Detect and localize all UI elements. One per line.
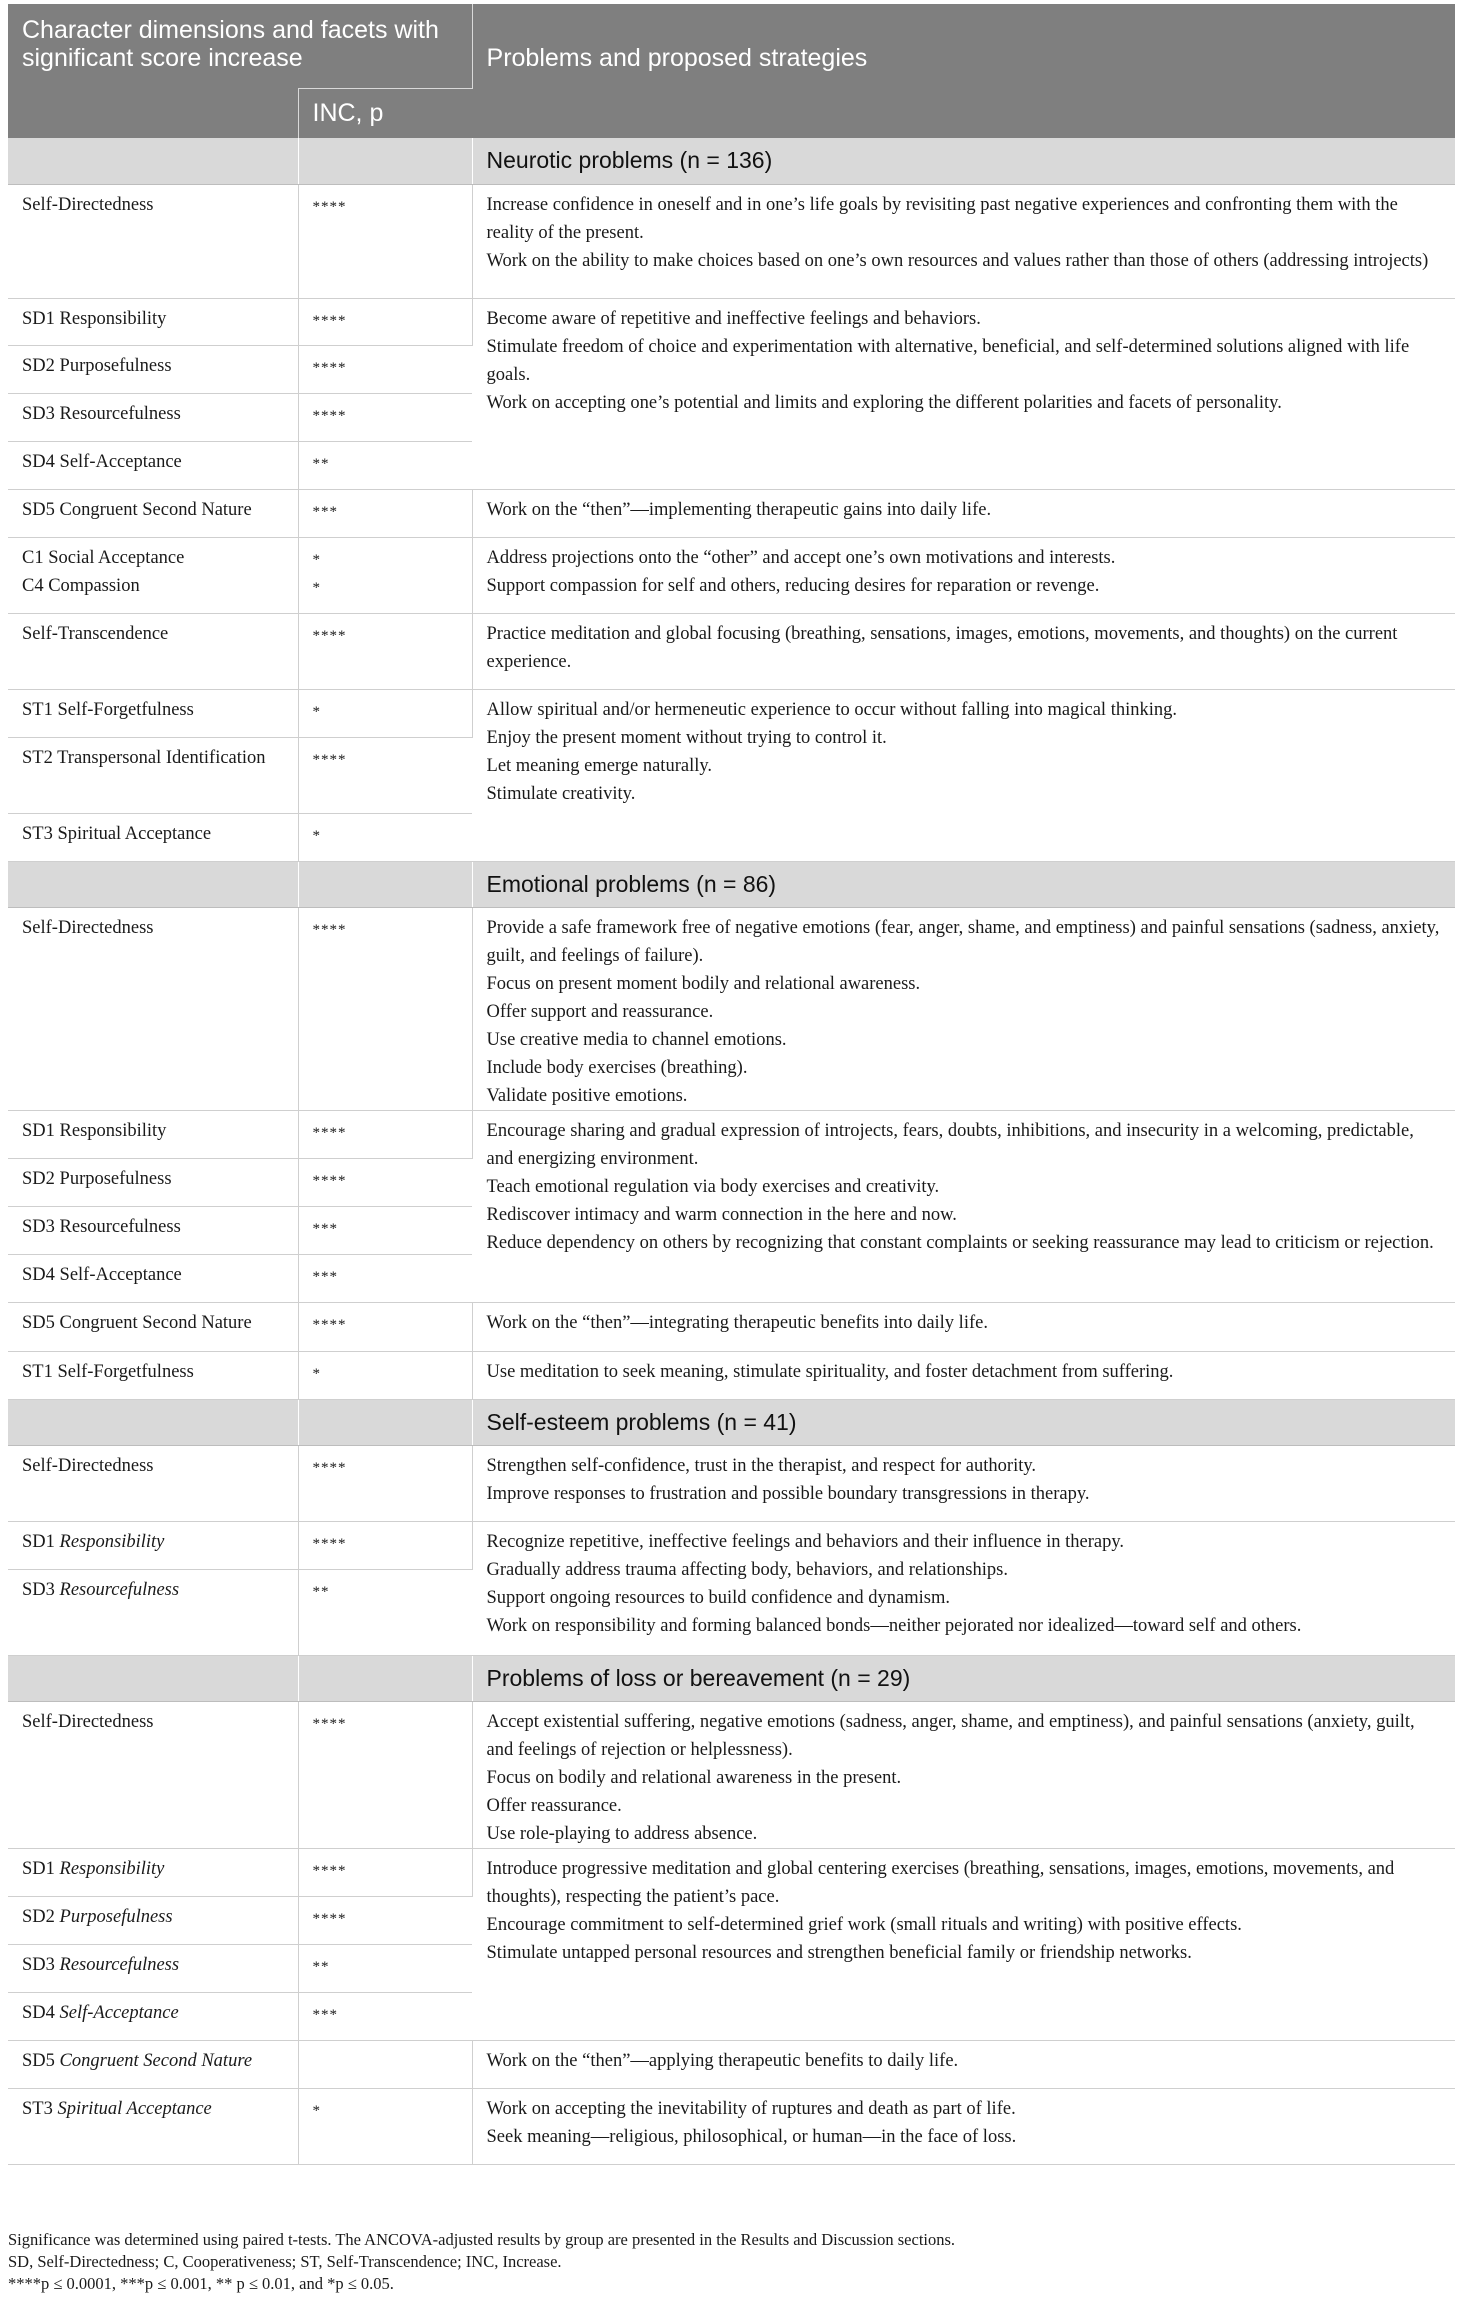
significance-stars: **** xyxy=(298,613,472,689)
header-character-dimensions: Character dimensions and facets with significant score increase xyxy=(8,4,472,88)
significance-stars: **** xyxy=(298,184,472,298)
significance-stars: **** xyxy=(298,1701,472,1848)
section-header-loss-bereavement xyxy=(8,1655,1455,1701)
dimension-label: Self-Directedness xyxy=(8,184,298,298)
dimension-label: SD5 Congruent Second Nature xyxy=(8,2040,298,2088)
significance-stars: **** xyxy=(298,298,472,345)
significance-stars: **** xyxy=(298,1896,472,1944)
section-title: Emotional problems (n = 86) xyxy=(472,861,1455,907)
table-row xyxy=(8,1848,1455,1896)
strategy-text: Use meditation to seek meaning, stimulate spirituality, and foster detachment from suffering. xyxy=(472,1351,1455,1399)
strategy-text: Work on the “then”—integrating therapeutic benefits into daily life. xyxy=(472,1302,1455,1351)
dimension-label: Self-Transcendence xyxy=(8,613,298,689)
section-title: Neurotic problems (n = 136) xyxy=(472,138,1455,184)
section-title: Problems of loss or bereavement (n = 29) xyxy=(472,1655,1455,1701)
dimension-label: SD1 Responsibility xyxy=(8,1848,298,1896)
table-header-row xyxy=(8,4,1455,88)
dimension-label: SD1 Responsibility xyxy=(8,1521,298,1569)
significance-stars: **** xyxy=(298,907,472,1110)
table-footnotes xyxy=(8,2229,955,2295)
significance-stars: **** xyxy=(298,1302,472,1351)
section-header-self-esteem xyxy=(8,1399,1455,1445)
dimension-label: SD4 Self-Acceptance xyxy=(8,1254,298,1302)
dimension-label: SD1 Responsibility xyxy=(8,298,298,345)
table-row xyxy=(8,1110,1455,1158)
header-problems-strategies: Problems and proposed strategies xyxy=(472,4,1455,138)
strategy-text: Work on the “then”—implementing therapeutic gains into daily life. xyxy=(472,489,1455,537)
table-row xyxy=(8,1302,1455,1351)
strategy-text: Accept existential suffering, negative emotions (sadness, anger, shame, and emptiness), and painful sensations (anxiety, guilt, and feelings of rejection or helplessness). Focus on bodily and relational awareness in the present. Offer reassurance. Use role-playing to address absence. xyxy=(472,1701,1455,1848)
strategies-table xyxy=(8,4,1455,2165)
significance-stars: * xyxy=(298,1351,472,1399)
dimension-label: SD2 Purposefulness xyxy=(8,345,298,393)
significance-stars: **** xyxy=(298,1521,472,1569)
table-row xyxy=(8,613,1455,689)
dimension-label: ST3 Spiritual Acceptance xyxy=(8,2088,298,2164)
dimension-label: ST1 Self-Forgetfulness xyxy=(8,689,298,737)
dimension-label: Self-Directedness xyxy=(8,1701,298,1848)
dimension-label: SD3 Resourcefulness xyxy=(8,1569,298,1655)
section-title: Self-esteem problems (n = 41) xyxy=(472,1399,1455,1445)
dimension-label: SD1 Responsibility xyxy=(8,1110,298,1158)
table-row xyxy=(8,1445,1455,1521)
significance-stars: **** xyxy=(298,737,472,813)
significance-stars xyxy=(298,2040,472,2088)
dimension-label: ST2 Transpersonal Identification xyxy=(8,737,298,813)
table-row xyxy=(8,184,1455,298)
section-header-neurotic xyxy=(8,138,1455,184)
dimension-label: ST1 Self-Forgetfulness xyxy=(8,1351,298,1399)
section-header-emotional xyxy=(8,861,1455,907)
significance-stars: *** xyxy=(298,1206,472,1254)
table-row xyxy=(8,1701,1455,1848)
dimension-label: SD4 Self-Acceptance xyxy=(8,441,298,489)
significance-stars: *** xyxy=(298,1254,472,1302)
significance-stars: **** xyxy=(298,1445,472,1521)
dimension-label: SD2 Purposefulness xyxy=(8,1158,298,1206)
significance-stars: **** xyxy=(298,1158,472,1206)
footnote-abbreviations: SD, Self-Directedness; C, Cooperativeness; ST, Self-Transcendence; INC, Increase. xyxy=(8,2252,562,2271)
strategy-text: Allow spiritual and/or hermeneutic experience to occur without falling into magical thinking. Enjoy the present moment without trying to control it. Let meaning emerge naturally. Stimulate creativity. xyxy=(472,689,1455,861)
significance-stars: **** xyxy=(298,1110,472,1158)
table-row xyxy=(8,907,1455,1110)
table-row xyxy=(8,298,1455,345)
table-row xyxy=(8,2040,1455,2088)
footnote-significance: Significance was determined using paired t-tests. The ANCOVA-adjusted results by group are presented in the Results and Discussion sections. xyxy=(8,2230,956,2249)
strategy-text: Introduce progressive meditation and global centering exercises (breathing, sensations, images, emotions, movements, and thoughts), respecting the patient’s pace. Encourage commitment to self-determined grief work (small rituals and writing) with positive effects. Stimulate untapped personal resources and strengthen beneficial family or friendship networks. xyxy=(472,1848,1455,2040)
strategy-text: Increase confidence in oneself and in one’s life goals by revisiting past negative experiences and confronting them with the reality of the present. Work on the ability to make choices based on one’s own resources and values rather than those of others (addressing introjects) xyxy=(472,184,1455,298)
header-inc-p: INC, p xyxy=(298,88,472,138)
dimension-label: SD3 Resourcefulness xyxy=(8,1944,298,1992)
significance-stars: **** xyxy=(298,1848,472,1896)
dimension-label: ST3 Spiritual Acceptance xyxy=(8,813,298,861)
significance-stars: ** xyxy=(298,1569,472,1655)
strategy-text: Practice meditation and global focusing (breathing, sensations, images, emotions, movements, and thoughts) on the current experience. xyxy=(472,613,1455,689)
strategy-text: Recognize repetitive, ineffective feelings and behaviors and their influence in therapy. Gradually address trauma affecting body, behaviors, and relationships. Support ongoing resources to build confidence and dynamism. Work on responsibility and forming balanced bonds—neither pejorated nor idealized—toward self and others. xyxy=(472,1521,1455,1655)
table-row xyxy=(8,1521,1455,1569)
dimension-label: Self-Directedness xyxy=(8,1445,298,1521)
significance-stars: **** xyxy=(298,393,472,441)
strategy-text: Provide a safe framework free of negative emotions (fear, anger, shame, and emptiness) and painful sensations (sadness, anxiety, guilt, and feelings of failure). Focus on present moment bodily and relational awareness. Offer support and reassurance. Use creative media to channel emotions. Include body exercises (breathing). Validate positive emotions. xyxy=(472,907,1455,1110)
table-row xyxy=(8,2088,1455,2164)
significance-stars: **** xyxy=(298,345,472,393)
dimension-label: SD3 Resourcefulness xyxy=(8,393,298,441)
dimension-label: SD5 Congruent Second Nature xyxy=(8,1302,298,1351)
significance-stars: * xyxy=(298,689,472,737)
significance-stars: *** xyxy=(298,489,472,537)
strategy-text: Encourage sharing and gradual expression of introjects, fears, doubts, inhibitions, and insecurity in a welcoming, predictable, and energizing environment. Teach emotional regulation via body exercises and creativity. Rediscover intimacy and warm connection in the here and now. Reduce dependency on others by recognizing that constant complaints or seeking reassurance may lead to criticism or rejection. xyxy=(472,1110,1455,1302)
dimension-label: SD3 Resourcefulness xyxy=(8,1206,298,1254)
strategy-text: Become aware of repetitive and ineffective feelings and behaviors. Stimulate freedom of choice and experimentation with alternative, beneficial, and self-determined solutions aligned with life goals. Work on accepting one’s potential and limits and exploring the different polarities and facets of personality. xyxy=(472,298,1455,489)
strategy-text: Work on the “then”—applying therapeutic benefits to daily life. xyxy=(472,2040,1455,2088)
strategy-text: Work on accepting the inevitability of ruptures and death as part of life. Seek meaning—religious, philosophical, or human—in the face of loss. xyxy=(472,2088,1455,2164)
significance-stars: *** xyxy=(298,1992,472,2040)
strategy-text: Strengthen self-confidence, trust in the therapist, and respect for authority. Improve responses to frustration and possible boundary transgressions in therapy. xyxy=(472,1445,1455,1521)
footnote-p-values: ****p ≤ 0.0001, ***p ≤ 0.001, ** p ≤ 0.01, and *p ≤ 0.05. xyxy=(8,2274,394,2293)
header-empty xyxy=(8,88,298,138)
dimension-label: SD2 Purposefulness xyxy=(8,1896,298,1944)
significance-stars: * xyxy=(298,2088,472,2164)
dimension-label: SD5 Congruent Second Nature xyxy=(8,489,298,537)
significance-stars: ** xyxy=(298,441,472,489)
strategy-text: Address projections onto the “other” and accept one’s own motivations and interests. Support compassion for self and others, reducing desires for reparation or revenge. xyxy=(472,537,1455,613)
significance-stars: * * xyxy=(298,537,472,613)
significance-stars: * xyxy=(298,813,472,861)
dimension-label: Self-Directedness xyxy=(8,907,298,1110)
table-row xyxy=(8,1351,1455,1399)
table-row xyxy=(8,489,1455,537)
dimension-label: C1 Social Acceptance C4 Compassion xyxy=(8,537,298,613)
table-row xyxy=(8,689,1455,737)
dimension-label: SD4 Self-Acceptance xyxy=(8,1992,298,2040)
table-row xyxy=(8,537,1455,613)
significance-stars: ** xyxy=(298,1944,472,1992)
